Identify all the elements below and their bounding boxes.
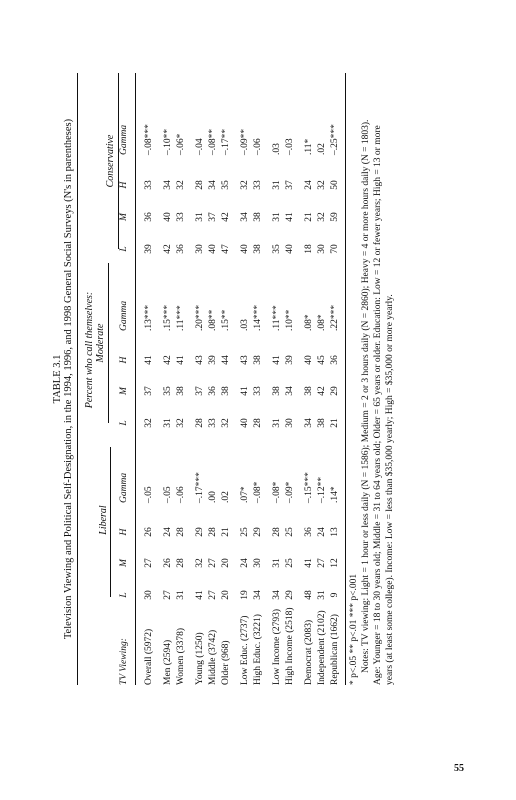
column-header: L xyxy=(119,246,129,252)
percent-cell: 33 xyxy=(208,418,218,428)
percent-cell: 33 xyxy=(253,386,263,396)
table-row xyxy=(221,73,234,685)
percent-cell: 28 xyxy=(176,558,186,568)
group-heading-conservative: Conservative xyxy=(105,134,116,188)
percent-cell: 41 xyxy=(176,355,186,365)
gamma-cell: .11*** xyxy=(272,305,282,331)
percent-cell: 42 xyxy=(163,355,173,365)
percent-cell: 37 xyxy=(208,212,218,222)
percent-cell: 30 xyxy=(195,244,205,254)
percent-cell: 27 xyxy=(144,558,154,568)
percent-cell: 20 xyxy=(221,590,231,600)
percent-cell: 70 xyxy=(330,244,340,254)
gamma-cell: .08* xyxy=(304,314,314,331)
percent-cell: 36 xyxy=(330,355,340,365)
group-heading-moderate: Moderate xyxy=(95,323,106,363)
gamma-cell: –.09* xyxy=(285,481,295,503)
column-header: Gamma xyxy=(119,472,129,503)
percent-cell: 38 xyxy=(253,355,263,365)
percent-cell: 34 xyxy=(272,590,282,600)
percent-cell: 34 xyxy=(208,180,218,190)
gamma-cell: –.03 xyxy=(285,138,295,155)
stub-header: TV Viewing: xyxy=(119,638,129,685)
percent-cell: 42 xyxy=(317,386,327,396)
percent-cell: 34 xyxy=(285,386,295,396)
gamma-cell: –.17*** xyxy=(195,472,205,503)
percent-cell: 30 xyxy=(317,244,327,254)
percent-cell: 40 xyxy=(208,244,218,254)
gamma-cell: .02 xyxy=(221,491,231,503)
percent-cell: 32 xyxy=(176,180,186,190)
percent-cell: 33 xyxy=(176,212,186,222)
row-label: High Income (2518) xyxy=(285,607,295,685)
gamma-cell: .02 xyxy=(317,143,327,155)
percent-cell: 38 xyxy=(304,386,314,396)
row-label: Women (3378) xyxy=(176,627,186,685)
column-header: L xyxy=(119,420,129,426)
percent-cell: 24 xyxy=(317,527,327,537)
percent-cell: 26 xyxy=(163,558,173,568)
gamma-cell: –.06 xyxy=(176,486,186,503)
row-label: Independent (2102) xyxy=(317,610,327,685)
notes-line-3: years (at least some college). Income: Low = less than $35,000 yearly; High = $35,000 or more yearly. xyxy=(385,294,395,685)
row-label: Overall (5972) xyxy=(144,628,154,685)
percent-cell: 28 xyxy=(272,527,282,537)
percent-cell: 32 xyxy=(240,180,250,190)
gamma-cell: –.17** xyxy=(221,128,231,155)
top-rule xyxy=(77,73,78,685)
percent-cell: 31 xyxy=(195,212,205,222)
percent-cell: 31 xyxy=(163,418,173,428)
percent-cell: 42 xyxy=(163,244,173,254)
group-heading-liberal: Liberal xyxy=(98,505,109,535)
percent-cell: 27 xyxy=(208,558,218,568)
percent-cell: 35 xyxy=(221,180,231,190)
gamma-cell: .14* xyxy=(330,486,340,503)
percent-cell: 38 xyxy=(221,386,231,396)
percent-cell: 42 xyxy=(221,212,231,222)
percent-cell: 36 xyxy=(304,527,314,537)
row-label: Middle (3742) xyxy=(208,629,218,685)
percent-cell: 37 xyxy=(144,386,154,396)
column-header: L xyxy=(119,592,129,598)
percent-cell: 40 xyxy=(240,244,250,254)
gamma-cell: .11*** xyxy=(176,305,186,331)
gamma-cell: –.04 xyxy=(195,138,205,155)
percent-cell: 29 xyxy=(253,527,263,537)
percent-cell: 34 xyxy=(253,590,263,600)
percent-cell: 27 xyxy=(208,590,218,600)
table-row xyxy=(285,73,298,685)
percent-cell: 34 xyxy=(163,180,173,190)
gamma-cell: .20*** xyxy=(195,304,205,331)
percent-cell: 31 xyxy=(272,418,282,428)
table-row xyxy=(144,73,157,685)
percent-cell: 59 xyxy=(330,212,340,222)
percent-cell: 27 xyxy=(317,558,327,568)
gamma-cell: .03 xyxy=(240,319,250,331)
gamma-cell: .14*** xyxy=(253,304,263,331)
percent-cell: 18 xyxy=(304,244,314,254)
percent-cell: 41 xyxy=(285,212,295,222)
significance-note: * p<.05 ** p<.01 *** p<.001 xyxy=(349,573,359,685)
percent-cell: 28 xyxy=(208,527,218,537)
percent-cell: 31 xyxy=(176,590,186,600)
table-row xyxy=(330,73,343,685)
percent-cell: 33 xyxy=(253,180,263,190)
table-row xyxy=(304,73,317,685)
gamma-cell: –.08* xyxy=(253,481,263,503)
percent-cell: 36 xyxy=(144,212,154,222)
percent-cell: 41 xyxy=(144,355,154,365)
column-header: H xyxy=(119,528,129,536)
gamma-cell: .08** xyxy=(208,309,218,331)
gamma-cell: –.05 xyxy=(163,486,173,503)
percent-cell: 38 xyxy=(253,212,263,222)
percent-cell: 12 xyxy=(330,558,340,568)
percent-cell: 28 xyxy=(195,180,205,190)
percent-cell: 29 xyxy=(285,590,295,600)
bottom-rule xyxy=(345,73,346,685)
row-label: Older (968) xyxy=(221,640,231,685)
row-label: Men (2594) xyxy=(163,639,173,685)
column-header: Gamma xyxy=(119,300,129,331)
percent-cell: 31 xyxy=(272,558,282,568)
gamma-cell: –.09** xyxy=(240,128,250,155)
page-number: 55 xyxy=(454,763,464,774)
percent-cell: 48 xyxy=(304,590,314,600)
percent-cell: 43 xyxy=(240,355,250,365)
percent-cell: 40 xyxy=(163,212,173,222)
column-header: M xyxy=(119,559,129,567)
notes-line-2: Age: Younger = 18 to 30 years old; Middle = 31 to 64 years old; Older = 65 years or older. Education: Low = 12 or fewer years; High = 13 or more xyxy=(373,125,383,685)
row-label: Democrat (2083) xyxy=(304,619,314,685)
gamma-cell: –.08** xyxy=(208,128,218,155)
gamma-cell: –.25*** xyxy=(330,124,340,155)
gamma-cell: .00 xyxy=(208,491,218,503)
percent-cell: 32 xyxy=(176,418,186,428)
gamma-cell: .15*** xyxy=(163,304,173,331)
gamma-cell: –.10** xyxy=(163,128,173,155)
table-label: TABLE 3.1 xyxy=(52,354,63,404)
percent-cell: 24 xyxy=(304,180,314,190)
table-row xyxy=(163,73,176,685)
percent-cell: 50 xyxy=(330,180,340,190)
gamma-cell: .15** xyxy=(221,309,231,331)
gamma-cell: –.06 xyxy=(253,138,263,155)
gamma-cell: .11* xyxy=(304,138,314,155)
percent-cell: 30 xyxy=(285,418,295,428)
percent-cell: 32 xyxy=(221,418,231,428)
percent-cell: 40 xyxy=(285,244,295,254)
percent-cell: 9 xyxy=(330,592,340,598)
percent-cell: 32 xyxy=(317,180,327,190)
percent-cell: 38 xyxy=(176,386,186,396)
percent-cell: 45 xyxy=(317,355,327,365)
gamma-cell: .10** xyxy=(285,309,295,331)
percent-cell: 36 xyxy=(208,386,218,396)
percent-cell: 40 xyxy=(240,418,250,428)
gamma-cell: .13*** xyxy=(144,304,154,331)
percent-cell: 21 xyxy=(221,527,231,537)
percent-cell: 41 xyxy=(304,558,314,568)
table-row xyxy=(208,73,221,685)
percent-cell: 31 xyxy=(317,590,327,600)
gamma-cell: –.06* xyxy=(176,133,186,155)
row-label: Young (1250) xyxy=(195,632,205,685)
percent-cell: 31 xyxy=(272,212,282,222)
percent-cell: 43 xyxy=(195,355,205,365)
percent-cell: 19 xyxy=(240,590,250,600)
table-row xyxy=(176,73,189,685)
column-header: M xyxy=(119,213,129,221)
percent-cell: 28 xyxy=(176,527,186,537)
gamma-cell: –.05 xyxy=(144,486,154,503)
header-rule xyxy=(135,73,136,685)
percent-cell: 47 xyxy=(221,244,231,254)
percent-cell: 32 xyxy=(317,212,327,222)
percent-cell: 28 xyxy=(253,418,263,428)
percent-cell: 21 xyxy=(304,212,314,222)
table-row xyxy=(272,73,285,685)
percent-cell: 38 xyxy=(317,418,327,428)
percent-cell: 39 xyxy=(144,244,154,254)
column-header: H xyxy=(119,356,129,364)
percent-cell: 21 xyxy=(330,418,340,428)
gamma-cell: .03 xyxy=(272,143,282,155)
percent-cell: 44 xyxy=(221,355,231,365)
percent-cell: 29 xyxy=(330,386,340,396)
percent-cell: 31 xyxy=(272,180,282,190)
percent-cell: 35 xyxy=(272,244,282,254)
percent-cell: 36 xyxy=(176,244,186,254)
percent-cell: 20 xyxy=(221,558,231,568)
gamma-cell: –.08* xyxy=(272,481,282,503)
percent-cell: 33 xyxy=(144,180,154,190)
table-row xyxy=(317,73,330,685)
percent-cell: 30 xyxy=(253,558,263,568)
percent-cell: 40 xyxy=(304,355,314,365)
percent-cell: 24 xyxy=(163,527,173,537)
column-header: M xyxy=(119,387,129,395)
gamma-cell: –.15*** xyxy=(304,472,314,503)
percent-cell: 25 xyxy=(285,558,295,568)
row-label: High Educ. (3221) xyxy=(253,614,263,685)
table-row xyxy=(195,73,208,685)
notes-line-1: Notes: TV viewing: Light = 1 hour or less daily (N = 1586); Medium = 2 or 3 hours daily (N = 2860); Heavy = 4 or more hours daily (N = 1803). xyxy=(361,119,371,673)
group-rule-liberal xyxy=(110,447,111,597)
column-header: H xyxy=(119,181,129,189)
percent-cell: 39 xyxy=(285,355,295,365)
percent-cell: 24 xyxy=(240,558,250,568)
percent-cell: 28 xyxy=(195,418,205,428)
percent-cell: 25 xyxy=(240,527,250,537)
percent-cell: 38 xyxy=(272,386,282,396)
row-label: Low Educ. (2737) xyxy=(240,615,250,685)
percent-cell: 34 xyxy=(240,212,250,222)
percent-cell: 37 xyxy=(195,386,205,396)
spanner-heading: Percent who call themselves: xyxy=(84,291,95,409)
percent-cell: 41 xyxy=(272,355,282,365)
rotated-table-page xyxy=(52,73,452,685)
percent-cell: 34 xyxy=(304,418,314,428)
percent-cell: 29 xyxy=(195,527,205,537)
gamma-cell: –.12** xyxy=(317,476,327,503)
row-label: Republican (1662) xyxy=(330,614,340,685)
gamma-cell: –.08*** xyxy=(144,124,154,155)
percent-cell: 35 xyxy=(163,386,173,396)
gamma-cell: .22*** xyxy=(330,304,340,331)
gamma-cell: .08* xyxy=(317,314,327,331)
column-header: Gamma xyxy=(119,124,129,155)
table-row xyxy=(240,73,253,685)
percent-cell: 38 xyxy=(253,244,263,254)
percent-cell: 41 xyxy=(195,590,205,600)
table-title: Television Viewing and Political Self-Designation, in the 1994, 1996, and 1998 General Social Surveys (N's in parentheses) xyxy=(63,118,74,640)
percent-cell: 30 xyxy=(144,590,154,600)
percent-cell: 37 xyxy=(285,180,295,190)
percent-cell: 26 xyxy=(144,527,154,537)
percent-cell: 25 xyxy=(285,527,295,537)
table-row xyxy=(253,73,266,685)
percent-cell: 39 xyxy=(208,355,218,365)
percent-cell: 32 xyxy=(144,418,154,428)
percent-cell: 27 xyxy=(163,590,173,600)
percent-cell: 13 xyxy=(330,527,340,537)
gamma-cell: .07* xyxy=(240,486,250,503)
row-label: Low Income (2793) xyxy=(272,609,282,685)
group-rule-moderate xyxy=(108,263,109,423)
percent-cell: 41 xyxy=(240,386,250,396)
percent-cell: 32 xyxy=(195,558,205,568)
